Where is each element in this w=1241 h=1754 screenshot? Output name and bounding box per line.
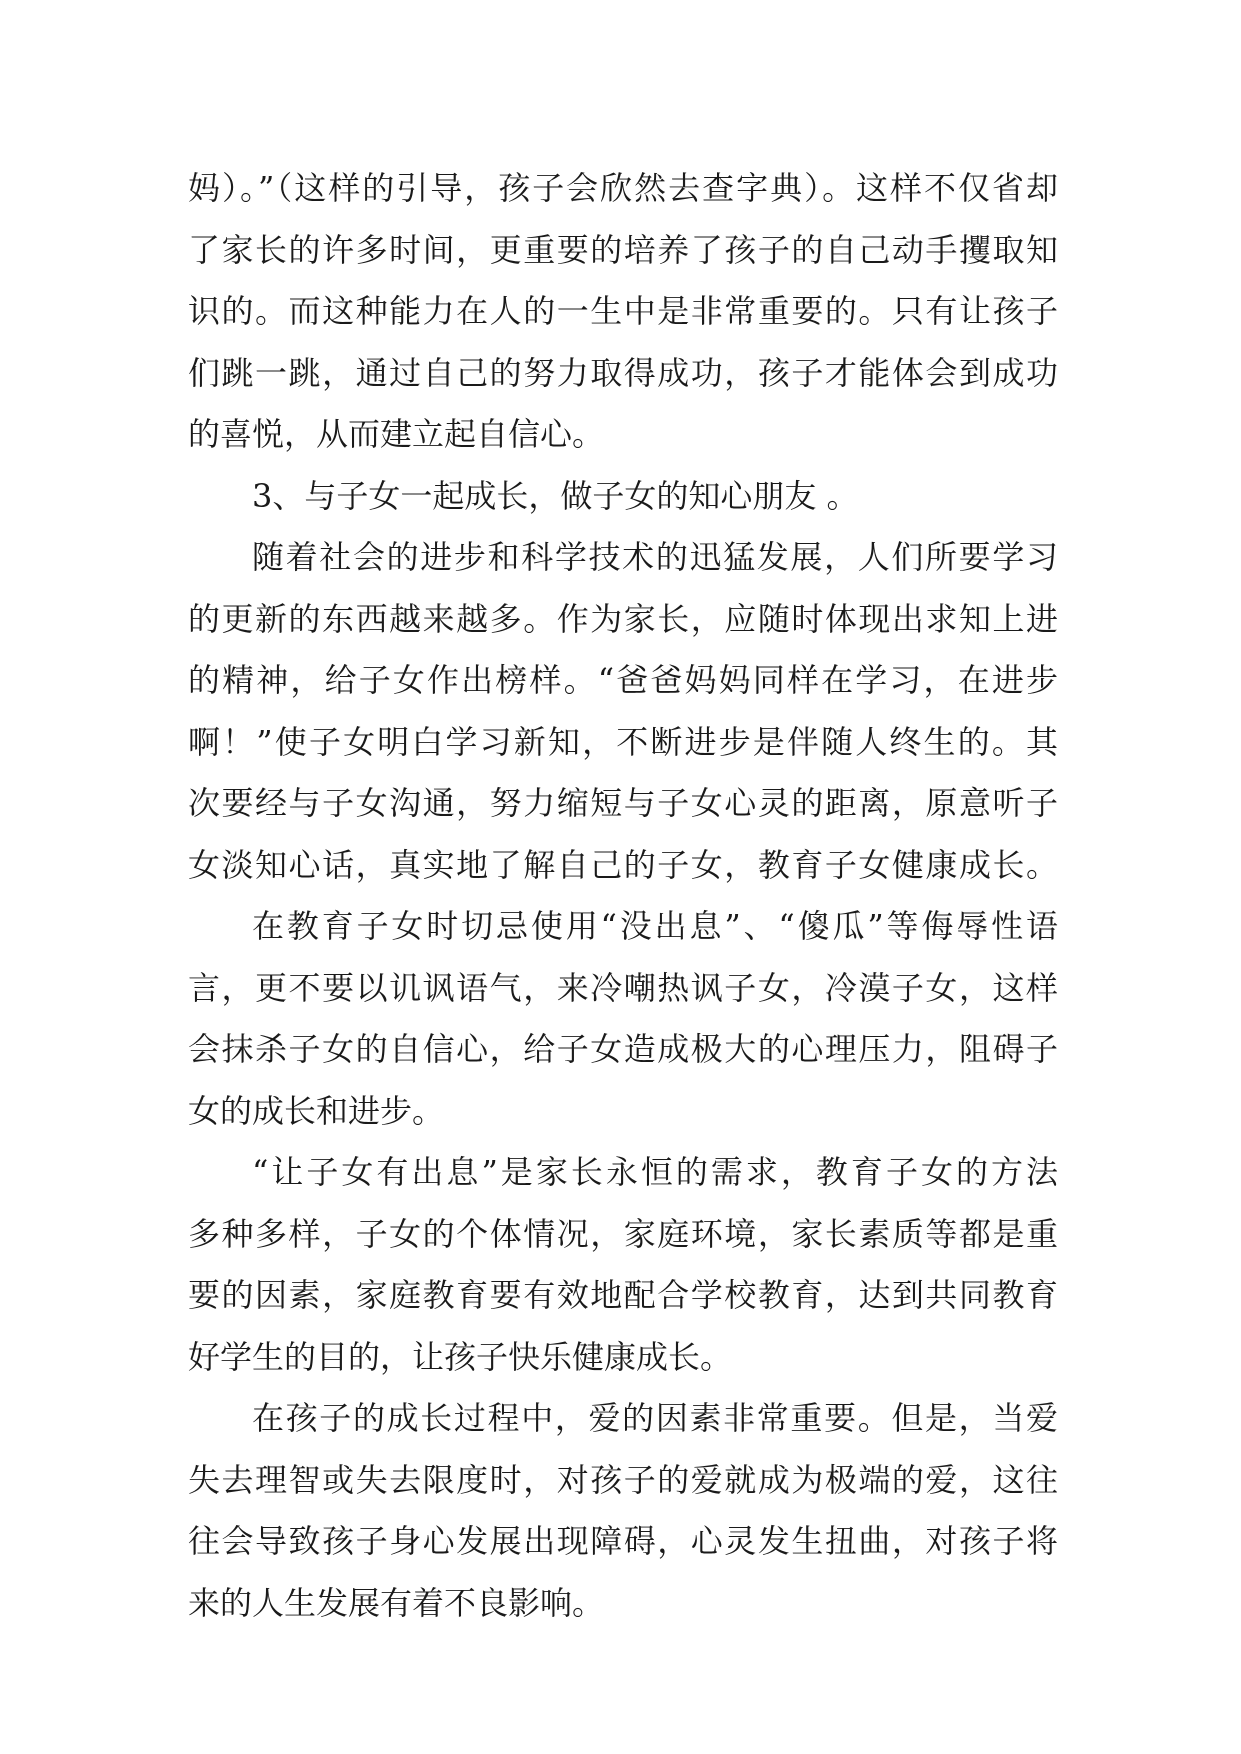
text-line: 们跳一跳，通过自己的努力取得成功，孩子才能体会到成功 — [188, 353, 1058, 392]
text-line: 女淡知心话，真实地了解自己的子女，教育子女健康成长。 — [188, 845, 1058, 884]
text-line: 在教育子女时切忌使用“没出息”、“傻瓜”等侮辱性语 — [252, 907, 1058, 945]
text-line: 的精神，给子女作出榜样。“爸爸妈妈同样在学习，在进步 — [188, 661, 1058, 699]
text-line: 妈）。”（这样的引导，孩子会欣然去查字典）。这样不仅省却 — [188, 169, 1058, 207]
text-line: 往会导致孩子身心发展出现障碍，心灵发生扭曲，对孩子将 — [188, 1522, 1058, 1560]
text-line: 在孩子的成长过程中，爱的因素非常重要。但是，当爱 — [252, 1399, 1058, 1437]
text-line: 女的成长和进步。 — [188, 1091, 445, 1130]
text-line: 要的因素，家庭教育要有效地配合学校教育，达到共同教育 — [188, 1276, 1058, 1314]
text-line: 好学生的目的，让孩子快乐健康成长。 — [188, 1337, 733, 1376]
text-line: 会抹杀子女的自信心，给子女造成极大的心理压力，阻碍子 — [188, 1030, 1058, 1068]
text-line: 啊！”使子女明白学习新知，不断进步是伴随人终生的。其 — [188, 722, 1058, 761]
text-line: 识的。而这种能力在人的一生中是非常重要的。只有让孩子 — [188, 292, 1058, 330]
text-line: 来的人生发展有着不良影响。 — [188, 1583, 605, 1622]
text-line: 随着社会的进步和科学技术的迅猛发展，人们所要学习 — [252, 538, 1058, 576]
text-line: 多种多样，子女的个体情况，家庭环境，家长素质等都是重 — [188, 1214, 1058, 1253]
text-line: 言，更不要以讥讽语气，来冷嘲热讽子女，冷漠子女，这样 — [188, 968, 1058, 1007]
text-line: 的更新的东西越来越多。作为家长，应随时体现出求知上进 — [188, 599, 1058, 638]
text-line: 了家长的许多时间，更重要的培养了孩子的自己动手攫取知 — [188, 230, 1058, 269]
text-line: “让子女有出息”是家长永恒的需求，教育子女的方法 — [252, 1153, 1058, 1191]
text-line: 次要经与子女沟通，努力缩短与子女心灵的距离，原意听子 — [188, 784, 1058, 822]
text-line: 失去理智或失去限度时，对孩子的爱就成为极端的爱，这往 — [188, 1460, 1058, 1499]
section-heading: 3、与子女一起成长，做子女的知心朋友 。 — [252, 476, 859, 515]
document-page — [188, 158, 1058, 1634]
text-line: 的喜悦，从而建立起自信心。 — [188, 415, 605, 453]
